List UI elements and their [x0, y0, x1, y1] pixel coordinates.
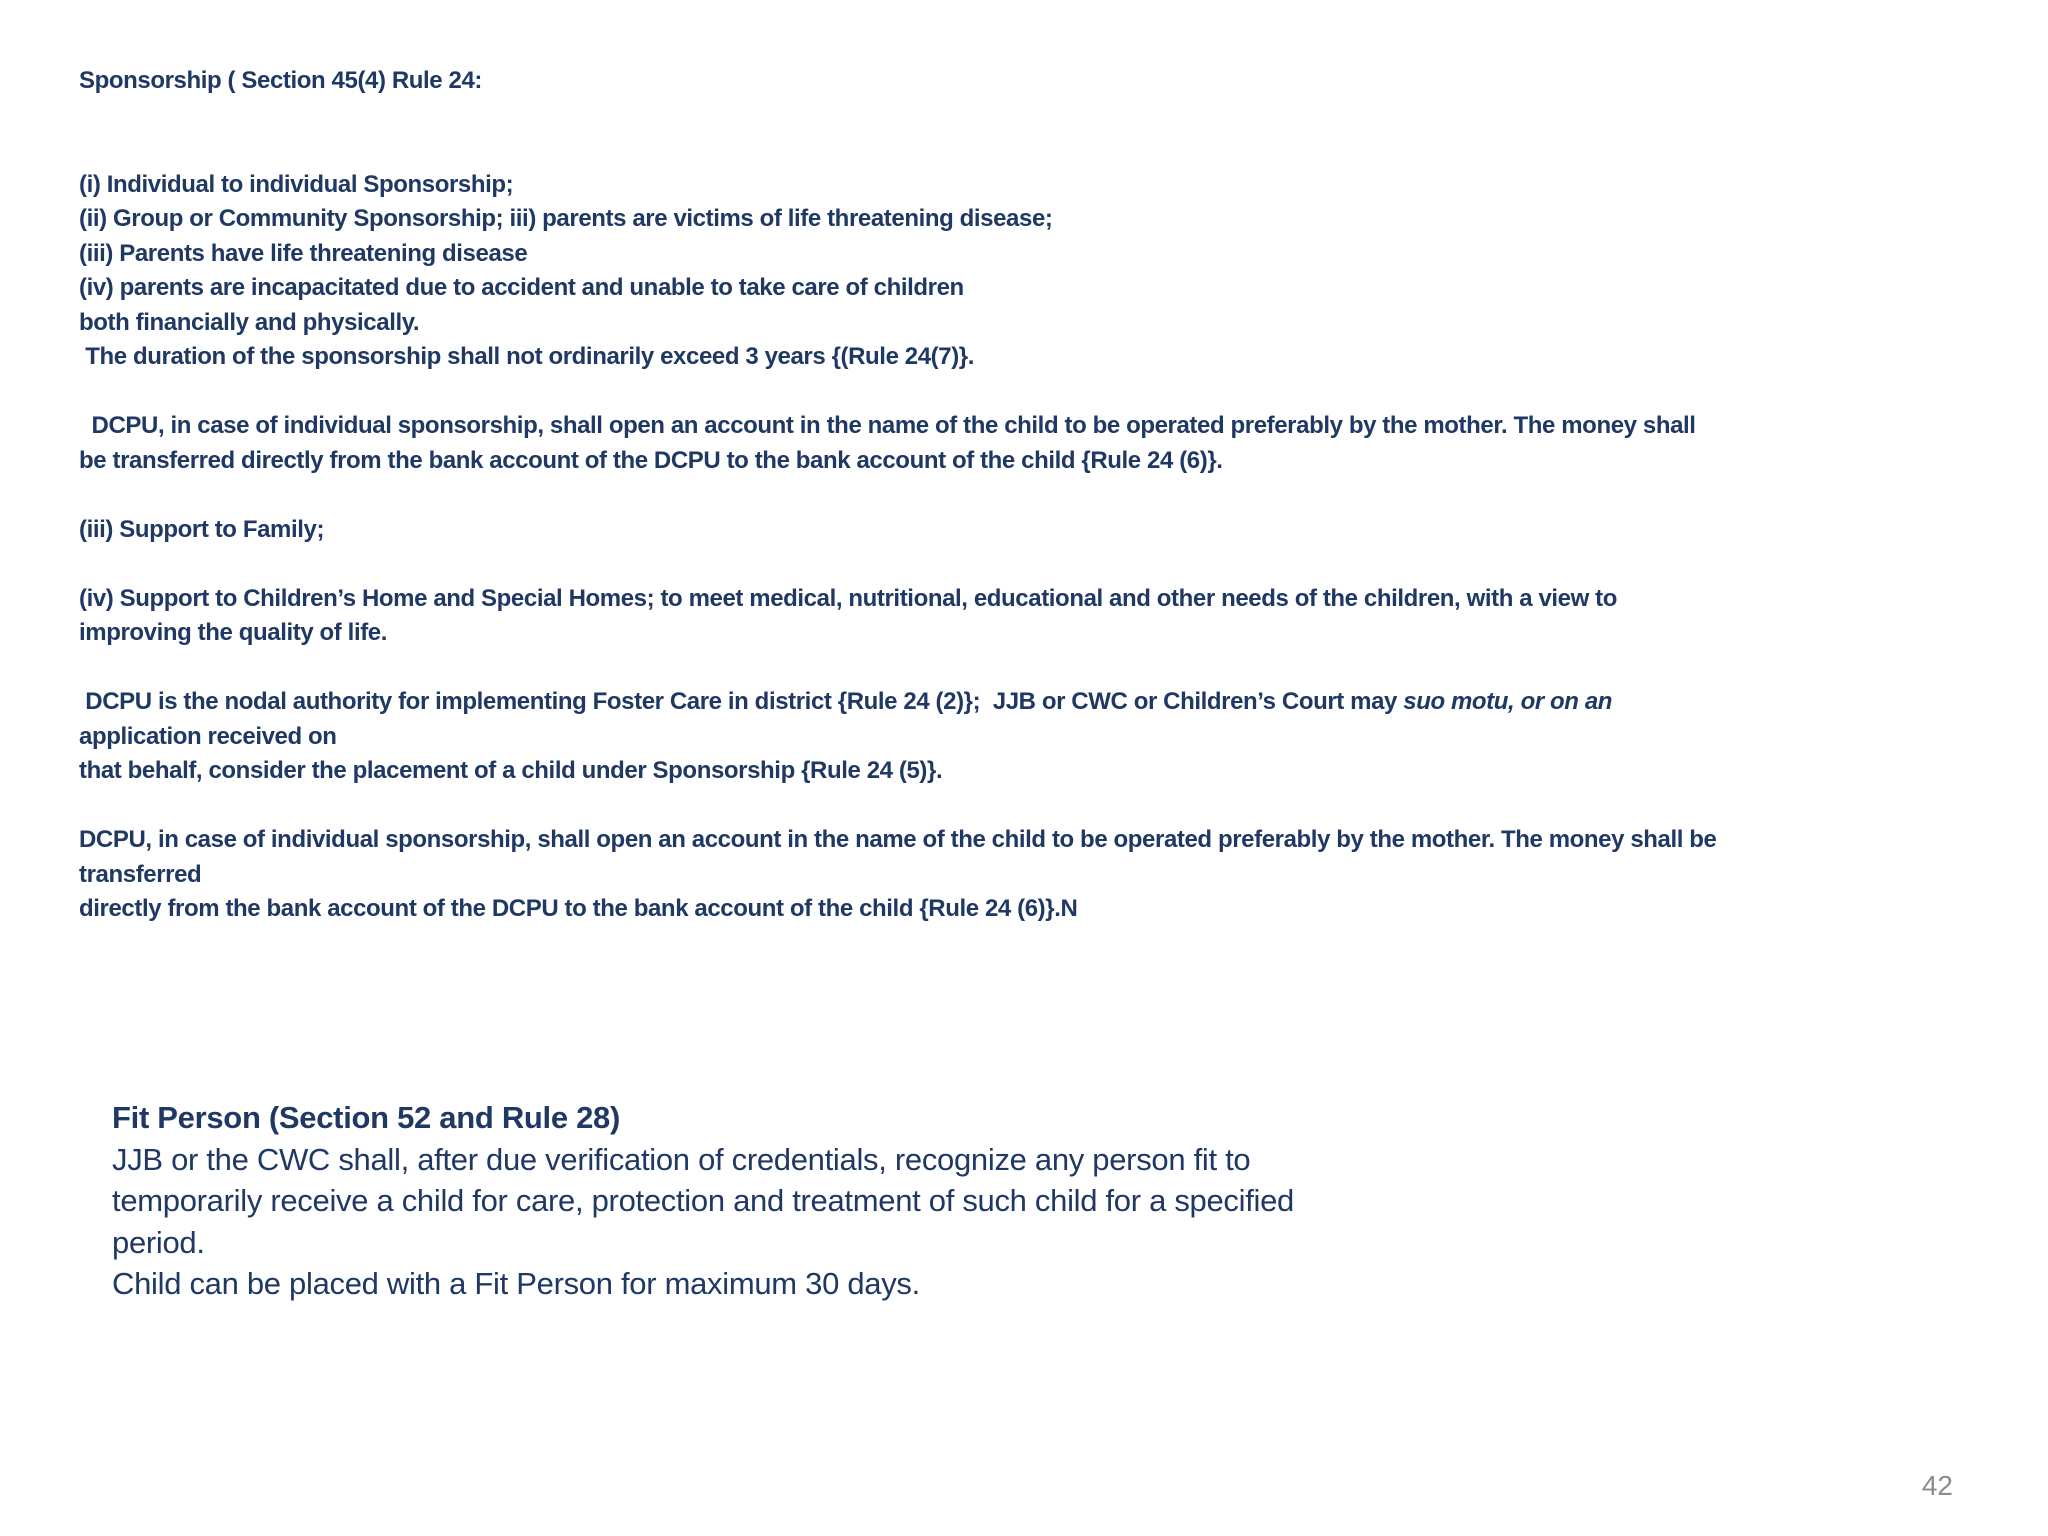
sponsorship-line: (iii) Support to Family; [79, 515, 325, 543]
sponsorship-line: that behalf, consider the placement of a child under Sponsorship {Rule 24 (5)}. [79, 757, 943, 784]
sponsorship-title: Sponsorship ( Section 45(4) Rule 24: [79, 67, 483, 94]
blank-line [79, 547, 1879, 582]
sponsorship-line: (iv) Support to Children’s Home and Special Homes; to meet medical, nutritional, educational and other needs of the children, with a view to [79, 584, 1617, 612]
sponsorship-line-part: DCPU is the nodal authority for implementing Foster Care in district {Rule 24 (2)}; JJB or CWC or Children’s Court may [79, 688, 1404, 715]
page-number: 42 [1921, 1470, 1953, 1501]
sponsorship-line: transferred [79, 860, 202, 888]
sponsorship-line: DCPU, in case of individual sponsorship, shall open an account in the name of the child to be operated preferably by the mother. The money shall [79, 412, 1696, 439]
sponsorship-line [79, 685, 1879, 720]
blank-line [79, 651, 1879, 686]
sponsorship-line: (i) Individual to individual Sponsorship; [79, 170, 514, 198]
sponsorship-line: be transferred directly from the bank account of the DCPU to the bank account of the child {Rule 24 (6)}. [79, 446, 1223, 474]
sponsorship-line: (iii) Parents have life threatening disease [79, 239, 528, 267]
sponsorship-line: directly from the bank account of the DCPU to the bank account of the child {Rule 24 (6)}.N [79, 895, 1078, 922]
blank-line [79, 133, 1879, 168]
sponsorship-line: application received on [79, 722, 337, 750]
sponsorship-line: both financially and physically. [79, 308, 420, 336]
sponsorship-line: The duration of the sponsorship shall not ordinarily exceed 3 years {(Rule 24(7)}. [79, 343, 975, 370]
blank-line [79, 99, 1879, 134]
fit-person-line: JJB or the CWC shall, after due verification of credentials, recognize any person fit to [112, 1141, 1251, 1177]
blank-line [79, 375, 1879, 410]
sponsorship-line: improving the quality of life. [79, 619, 388, 646]
fit-person-line: temporarily receive a child for care, protection and treatment of such child for a specified [112, 1183, 1294, 1218]
sponsorship-line: (iv) parents are incapacitated due to accident and unable to take care of children [79, 274, 964, 301]
fit-person-line: Child can be placed with a Fit Person for maximum 30 days. [112, 1266, 920, 1301]
sponsorship-section [79, 64, 1879, 927]
fit-person-heading: Fit Person (Section 52 and Rule 28) [112, 1100, 621, 1135]
fit-person-section [112, 1097, 1412, 1305]
sponsorship-line: (ii) Group or Community Sponsorship; iii) parents are victims of life threatening disease; [79, 205, 1053, 232]
blank-line [79, 789, 1879, 824]
sponsorship-italic-part: suo motu, or on an [1403, 688, 1613, 715]
blank-line [79, 478, 1879, 513]
fit-person-line: period. [112, 1224, 205, 1260]
sponsorship-line: DCPU, in case of individual sponsorship, shall open an account in the name of the child to be operated preferably by the mother. The money shall be [79, 826, 1717, 853]
